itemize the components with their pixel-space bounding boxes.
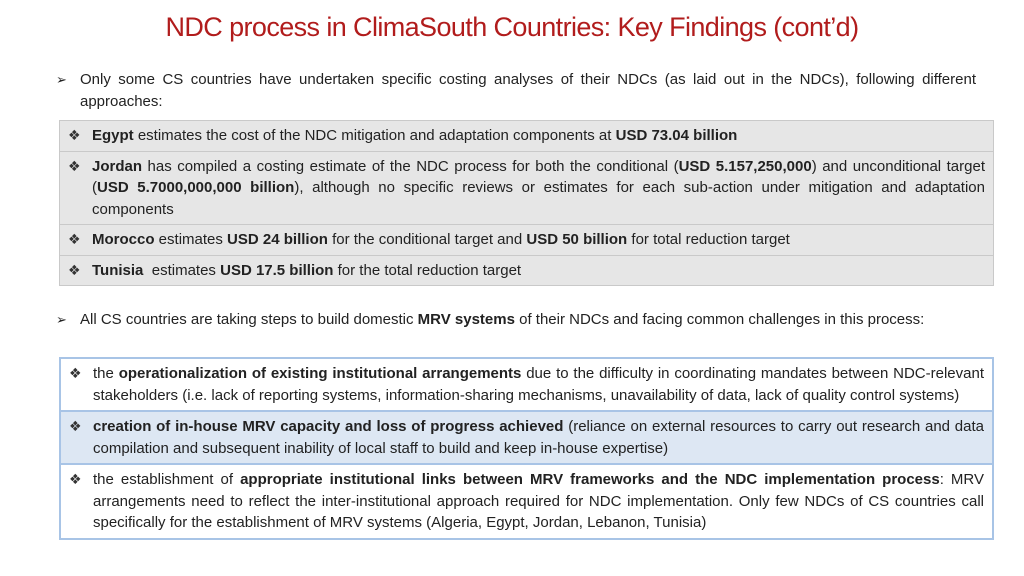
row-text: the (93, 365, 119, 382)
amount: USD 17.5 billion (220, 261, 334, 279)
costing-table (59, 120, 994, 286)
diamond-bullet-icon: ❖ (69, 471, 82, 487)
costing-row-morocco (59, 224, 994, 256)
mrv-challenges-table (59, 357, 994, 540)
diamond-bullet-icon: ❖ (68, 127, 81, 143)
row-text: estimates (143, 261, 221, 279)
costing-row-egypt (59, 120, 994, 152)
country-name: Morocco (92, 231, 155, 248)
costing-row-jordan (59, 151, 994, 226)
row-text: for the total reduction target (333, 261, 522, 279)
arrow-bullet-icon: ➢ (56, 72, 67, 87)
diamond-bullet-icon: ❖ (68, 231, 81, 247)
bullet-mrv-text (80, 309, 976, 331)
row-text: estimates the cost of the NDC mitigation and adaptation components at (133, 127, 616, 144)
row-text: for total reduction target (627, 231, 790, 248)
row-bold: appropriate institutional links between MRV frameworks and the NDC implementation process (240, 471, 940, 488)
row-text: estimates (154, 231, 228, 248)
mrv-row-capacity (59, 410, 994, 465)
country-name: Tunisia (92, 261, 144, 279)
diamond-bullet-icon: ❖ (69, 418, 82, 434)
row-bold: creation of in-house MRV capacity and loss of progress achieved (93, 418, 564, 435)
costing-row-tunisia (59, 255, 994, 287)
bullet-mrv-bold: MRV systems (417, 311, 515, 328)
row-text: for the conditional target and (327, 231, 527, 248)
mrv-row-operationalization (59, 357, 994, 412)
bullet-mrv (56, 309, 976, 331)
row-text: ) and unconditional target ( (92, 157, 985, 196)
amount: USD 5.7000,000,000 billion (97, 179, 295, 196)
row-text: has compiled a costing estimate of the NDC process for both the conditional ( (142, 157, 679, 175)
bullet-mrv-text-2: of their NDCs and facing common challenges in this process: (514, 311, 925, 328)
row-text: ), although no specific reviews or estimates for each sub-action under mitigation and adaptation components (92, 179, 985, 218)
mrv-row-institutional-links (59, 463, 994, 540)
amount: USD 24 billion (227, 231, 328, 248)
page-title: NDC process in ClimaSouth Countries: Key Findings (cont’d) (165, 12, 859, 42)
bullet-costing-text: Only some CS countries have undertaken specific costing analyses of their NDCs (as laid out in the NDCs), following different approaches: (80, 71, 976, 110)
amount: USD 73.04 billion (615, 127, 738, 144)
country-name: Jordan (92, 157, 143, 175)
diamond-bullet-icon: ❖ (68, 157, 81, 174)
country-name: Egypt (92, 127, 134, 144)
amount: USD 5.157,250,000 (678, 157, 812, 175)
row-bold: operationalization of existing institutional arrangements (118, 365, 522, 382)
bullet-costing (56, 69, 976, 113)
arrow-bullet-icon: ➢ (56, 312, 67, 327)
bullet-mrv-text-1: All CS countries are taking steps to build domestic (80, 311, 418, 328)
row-text: : MRV arrangements need to reflect the inter-institutional approach required for NDC implementation. Only few NDCs of CS countries call specifically for the establishment of MRV systems (Algeria, Egypt, Jordan, Lebanon, Tunisia) (93, 471, 984, 531)
diamond-bullet-icon: ❖ (68, 261, 81, 278)
row-text: the establishment of (93, 471, 241, 488)
row-text: (reliance on external resources to carry out research and data compilation and subsequent inability of local staff to build and keep in-house expertise) (93, 418, 984, 457)
row-text: due to the difficulty in coordinating mandates between NDC-relevant stakeholders (i.e. lack of reporting systems, information-sharing mechanisms, unavailability of data, lack of quality control systems) (93, 365, 984, 404)
diamond-bullet-icon: ❖ (69, 365, 82, 381)
amount: USD 50 billion (526, 231, 628, 248)
